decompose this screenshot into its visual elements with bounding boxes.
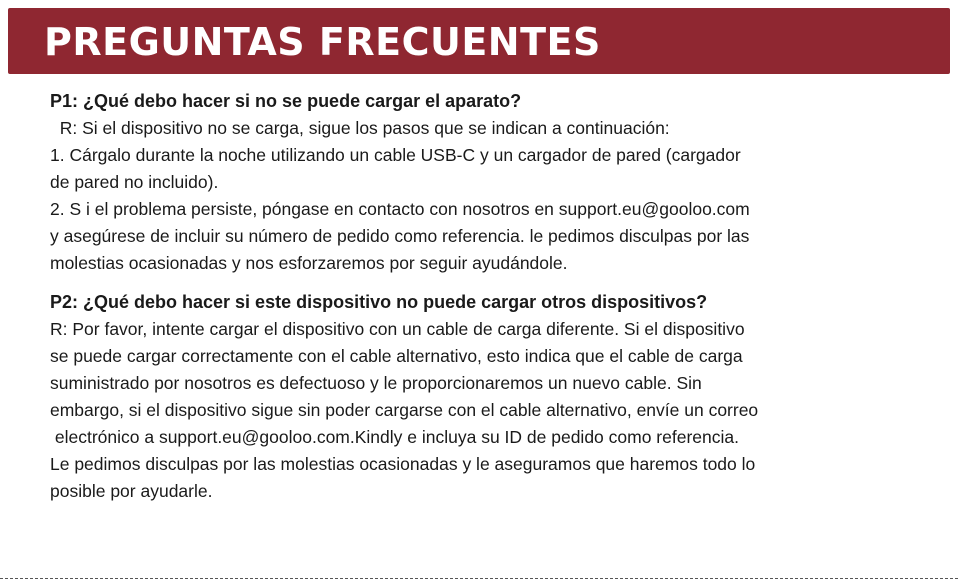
faq-answer-2-line-5: electrónico a support.eu@gooloo.com.Kindly e incluya su ID de pedido como referencia. xyxy=(50,427,739,447)
faq-answer-1-line-3: de pared no incluido). xyxy=(50,172,219,192)
faq-question-2: P2: ¿Qué debo hacer si este dispositivo no puede cargar otros dispositivos? xyxy=(50,292,708,312)
section-spacer xyxy=(50,277,930,289)
faq-answer-2-line-4: embargo, si el dispositivo sigue sin poder cargarse con el cable alternativo, envíe un correo xyxy=(50,400,759,420)
faq-answer-2-line-6: Le pedimos disculpas por las molestias ocasionadas y le aseguramos que haremos todo lo xyxy=(50,454,756,474)
faq-answer-1-line-6: molestias ocasionadas y nos esforzaremos por seguir ayudándole. xyxy=(50,253,568,273)
faq-item-1 xyxy=(50,88,930,277)
bottom-dashed-divider xyxy=(0,578,958,579)
faq-answer-2-line-1: R: Por favor, intente cargar el dispositivo con un cable de carga diferente. Si el dispositivo xyxy=(50,319,745,339)
page-title: PREGUNTAS FRECUENTES xyxy=(44,20,601,64)
header-banner xyxy=(8,8,950,74)
faq-item-2 xyxy=(50,289,930,505)
faq-question-1: P1: ¿Qué debo hacer si no se puede cargar el aparato? xyxy=(50,91,522,111)
faq-content xyxy=(50,88,930,505)
faq-answer-1-line-1: R: Si el dispositivo no se carga, sigue los pasos que se indican a continuación: xyxy=(50,118,670,138)
faq-answer-1-line-5: y asegúrese de incluir su número de pedido como referencia. le pedimos disculpas por las xyxy=(50,226,750,246)
faq-answer-2-line-7: posible por ayudarle. xyxy=(50,481,213,501)
faq-answer-1-line-2: 1. Cárgalo durante la noche utilizando un cable USB-C y un cargador de pared (cargador xyxy=(50,145,741,165)
faq-answer-2-line-3: suministrado por nosotros es defectuoso y le proporcionaremos un nuevo cable. Sin xyxy=(50,373,702,393)
faq-answer-2-line-2: se puede cargar correctamente con el cable alternativo, esto indica que el cable de carga xyxy=(50,346,743,366)
faq-answer-1-line-4: 2. S i el problema persiste, póngase en contacto con nosotros en support.eu@gooloo.com xyxy=(50,199,750,219)
